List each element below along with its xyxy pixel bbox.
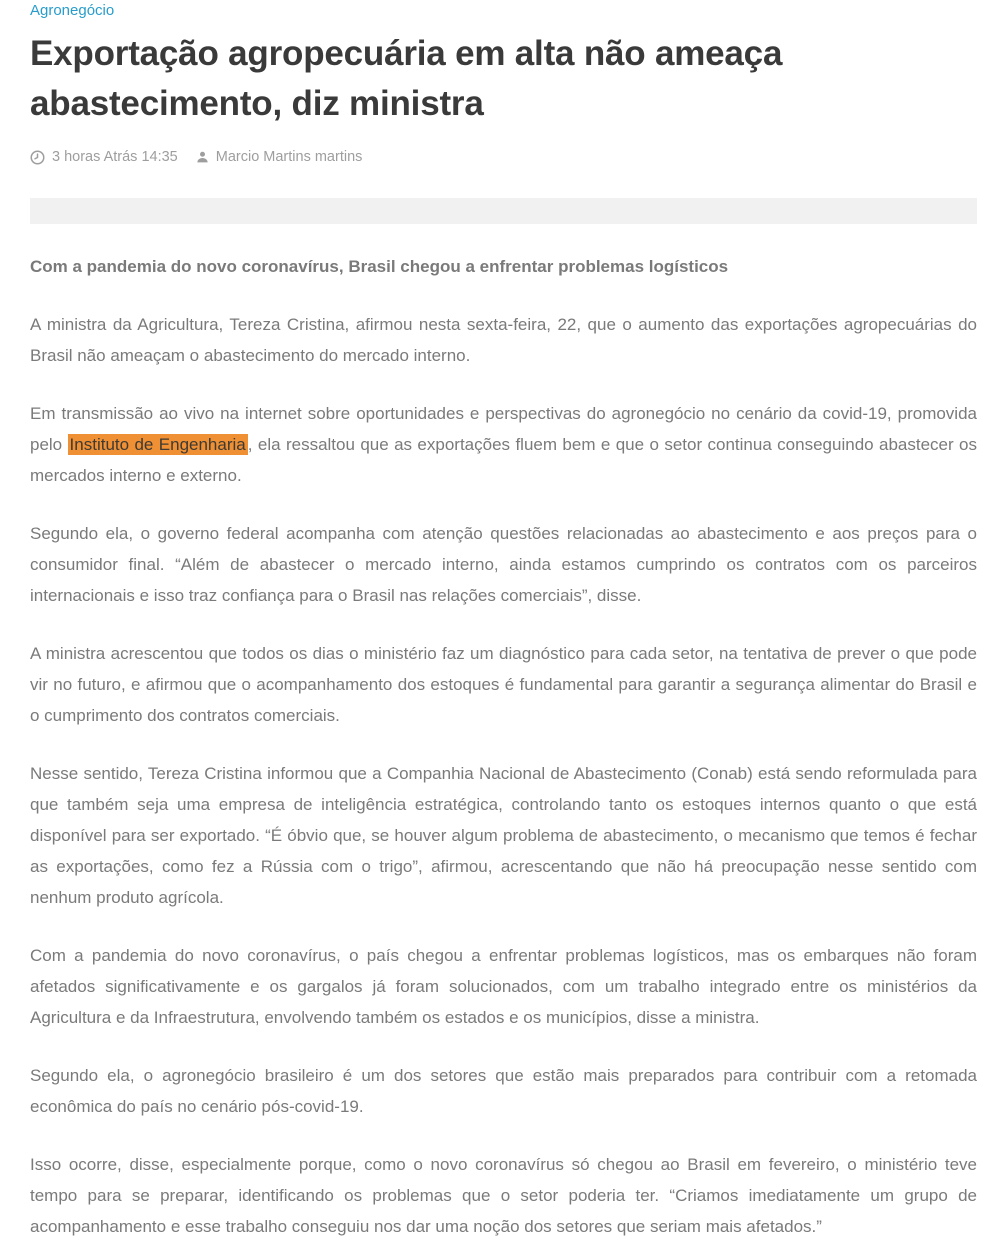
paragraph: Segundo ela, o governo federal acompanha com atenção questões relacionadas ao abastecimento e aos preços para o consumidor final. “Além de abastecer o mercado interno, ainda estamos cumprindo os contratos com os parceiros internacionais e isso traz confiança para o Brasil nas relações comerciais”, disse.	[30, 524, 977, 605]
highlighted-text: Instituto de Engenharia	[69, 435, 246, 454]
paragraph: Segundo ela, o agronegócio brasileiro é um dos setores que estão mais preparados para contribuir com a retomada econômica do país no cenário pós-covid-19.	[30, 1066, 977, 1116]
paragraph-text: Em transmissão ao vivo na internet sobre oportunidades e perspectivas do agronegócio no cenário da covid-19, promovida pelo	[30, 404, 977, 454]
published-time-label: 3 horas Atrás 14:35	[52, 149, 178, 165]
author-label: Marcio Martins martins	[215, 149, 363, 165]
clock-icon	[30, 150, 45, 165]
paragraph	[30, 398, 977, 491]
paragraph-text: , ela ressaltou que as exportações fluem bem e que o setor continua conseguindo abastecer os mercados interno e externo.	[30, 435, 977, 485]
published-time	[30, 149, 178, 165]
article-title: Exportação agropecuária em alta não ameaça abastecimento, diz ministra	[30, 34, 783, 123]
media-placeholder-bar	[30, 198, 977, 224]
paragraph: Com a pandemia do novo coronavírus, o país chegou a enfrentar problemas logísticos, mas os embarques não foram afetados significativamente e os gargalos já foram solucionados, com um trabalho integrado entre os ministérios da Agricultura e da Infraestrutura, envolvendo também os estados e os municípios, disse a ministra.	[30, 946, 977, 1027]
paragraph: A ministra da Agricultura, Tereza Cristina, afirmou nesta sexta-feira, 22, que o aumento das exportações agropecuárias do Brasil não ameaçam o abastecimento do mercado interno.	[30, 315, 977, 365]
paragraph: Nesse sentido, Tereza Cristina informou que a Companhia Nacional de Abastecimento (Conab) está sendo reformulada para que também seja uma empresa de inteligência estratégica, controlando tanto os estoques internos quanto o que está disponível para ser exportado. “É óbvio que, se houver algum problema de abastecimento, o mecanismo que temos é fechar as exportações, como fez a Rússia com o trigo”, afirmou, acrescentando que não há preocupação nesse sentido com nenhum produto agrícola.	[30, 764, 977, 907]
paragraph: Isso ocorre, disse, especialmente porque, como o novo coronavírus só chegou ao Brasil em fevereiro, o ministério teve tempo para se preparar, identificando os problemas que o setor poderia ter. “Criamos imediatamente um grupo de acompanhamento e esse trabalho conseguiu nos dar uma noção dos setores que seriam mais afetados.”	[30, 1155, 977, 1236]
paragraph: A ministra acrescentou que todos os dias o ministério faz um diagnóstico para cada setor, na tentativa de prever o que pode vir no futuro, e afirmou que o acompanhamento dos estoques é fundamental para garantir a segurança alimentar do Brasil e o cumprimento dos contratos comerciais.	[30, 644, 977, 725]
article-body	[30, 251, 977, 1242]
person-icon	[196, 150, 209, 164]
article-meta	[30, 149, 977, 165]
article-lead: Com a pandemia do novo coronavírus, Brasil chegou a enfrentar problemas logísticos	[30, 257, 729, 276]
category-link[interactable]: Agronegócio	[30, 2, 115, 19]
author	[196, 149, 363, 165]
